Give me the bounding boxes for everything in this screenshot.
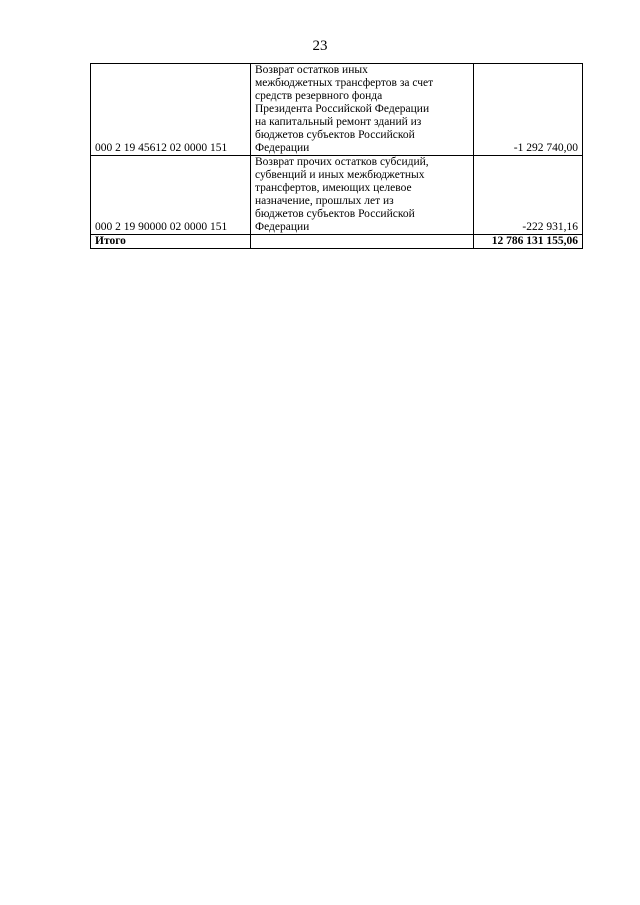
income-name-line: Федерации: [255, 221, 310, 233]
amount-cell: -222 931,16: [474, 156, 583, 235]
income-name-line: Федерации: [255, 142, 310, 154]
budget-table: [90, 63, 583, 249]
table-row: [91, 64, 583, 156]
total-row: [91, 235, 583, 249]
budget-code-cell: 000 2 19 90000 02 0000 151: [91, 156, 251, 235]
income-name-line: трансфертов, имеющих целевое: [255, 182, 412, 194]
total-label: Итого: [91, 235, 251, 249]
income-name-line: назначение, прошлых лет из: [255, 195, 394, 207]
income-name-line: субвенций и иных межбюджетных: [255, 169, 425, 181]
income-name-cell: [251, 156, 474, 235]
income-name-line: средств резервного фонда: [255, 90, 383, 102]
income-name-line: бюджетов субъектов Российской: [255, 129, 415, 141]
income-name-line: Возврат прочих остатков субсидий,: [255, 156, 429, 168]
total-amount: 12 786 131 155,06: [474, 235, 583, 249]
income-name-line: на капитальный ремонт зданий из: [255, 116, 422, 128]
total-empty-cell: [251, 235, 474, 249]
amount-cell: -1 292 740,00: [474, 64, 583, 156]
income-name-line: Возврат остатков иных: [255, 64, 368, 76]
budget-code-cell: 000 2 19 45612 02 0000 151: [91, 64, 251, 156]
income-name-line: межбюджетных трансфертов за счет: [255, 77, 434, 89]
table-row: [91, 156, 583, 235]
income-name-cell: [251, 64, 474, 156]
income-name-line: бюджетов субъектов Российской: [255, 208, 415, 220]
income-name-line: Президента Российской Федерации: [255, 103, 430, 115]
page-number: 23: [312, 38, 328, 54]
